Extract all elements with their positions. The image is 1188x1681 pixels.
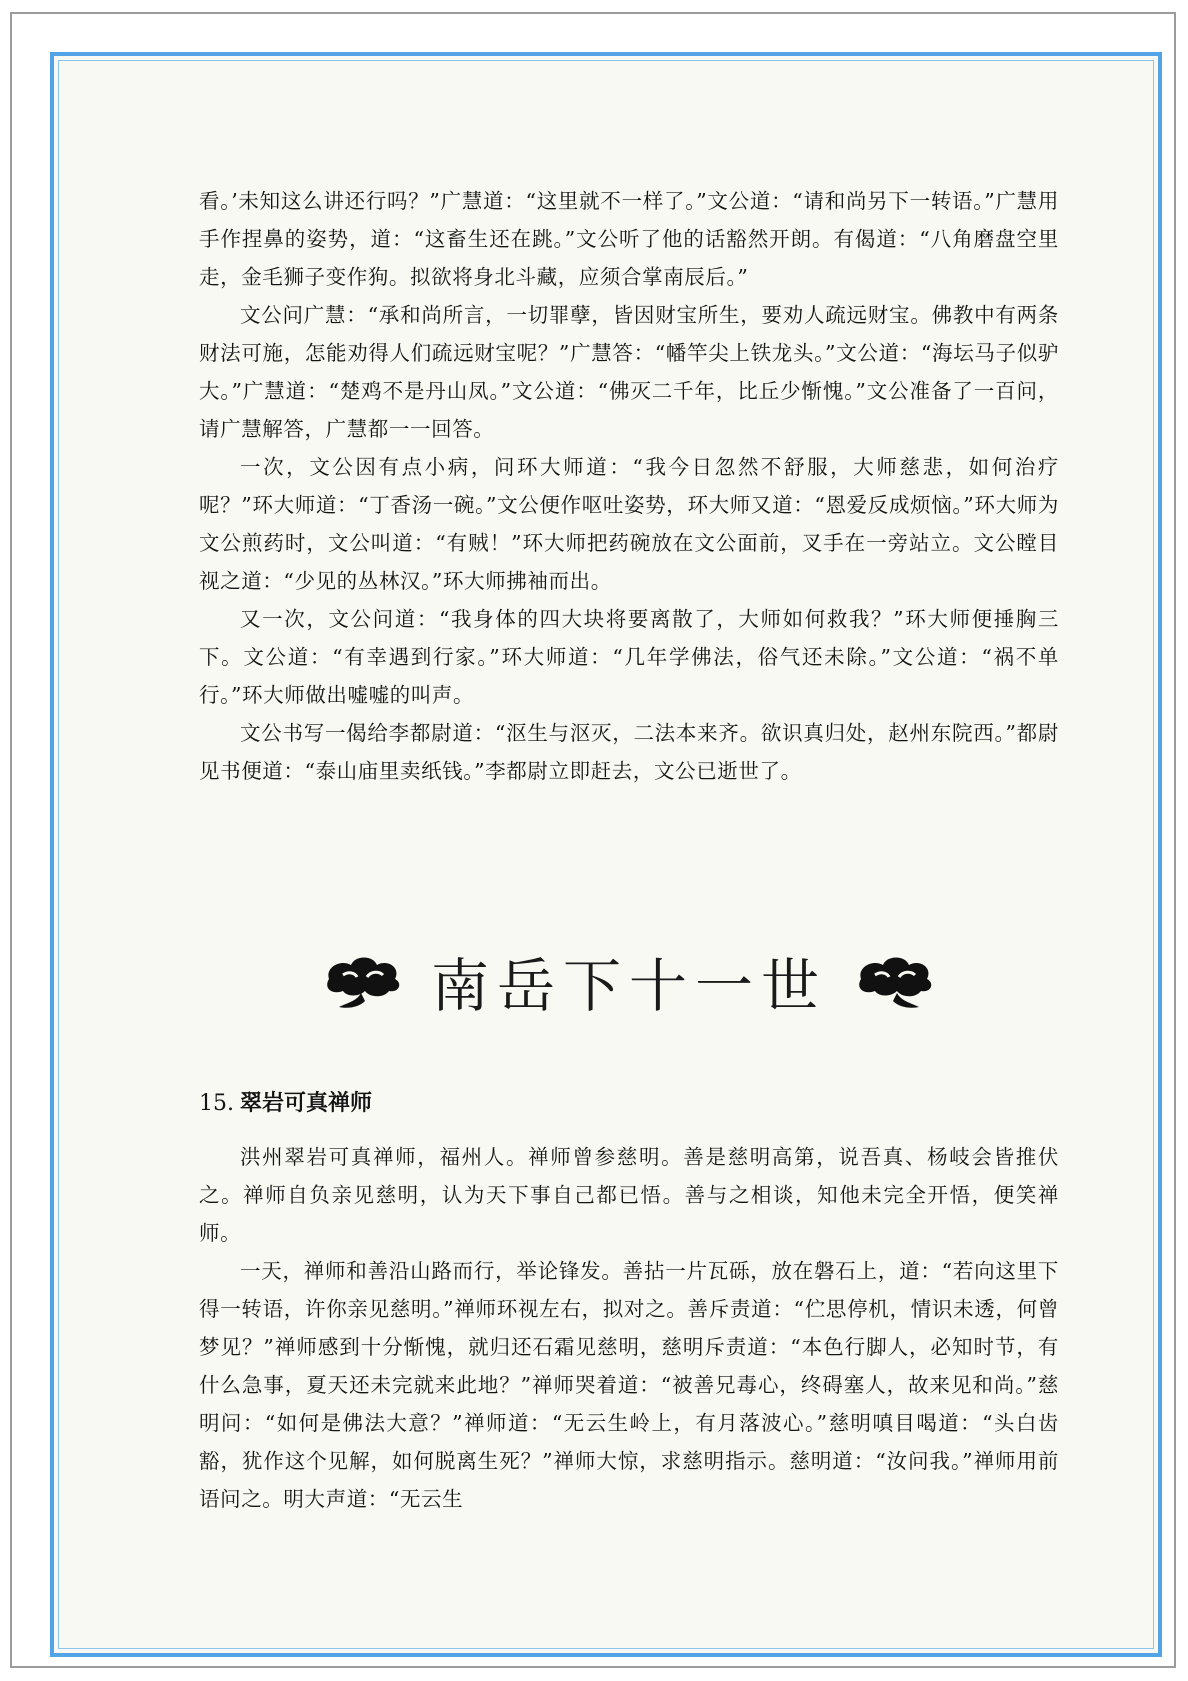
chapter-title: 南岳下十一世 (430, 952, 827, 1020)
section-title: 翠岩可真禅师 (240, 1090, 373, 1116)
paragraph: 一天，禅师和善沿山路而行，举论锋发。善拈一片瓦砾，放在磐石上，道：“若向这里下得一转语，许你亲见慈明。”禅师环视左右，拟对之。善斥责道：“伫思停机，情识未透，何曾梦见？”禅师感到十分惭愧，就归还石霜见慈明，慈明斥责道：“本色行脚人，必知时节，有什么急事，夏天还未完就来此地？”禅师哭着道：“被善兄毒心，终碍塞人，故来见和尚。”慈明问：“如何是佛法大意？”禅师道：“无云生岭上，有月落波心。”慈明嗔目喝道：“头白齿豁，犹作这个见解，如何脱离生死？”禅师大惊，求慈明指示。慈明道：“汝问我。”禅师用前语问之。明大声道：“无云生 (199, 1259, 1059, 1511)
bottom-text-block (199, 1138, 1059, 1518)
paragraph: 文公问广慧：“承和尚所言，一切罪孽，皆因财宝所生，要劝人疏远财宝。佛教中有两条财法可施，怎能劝得人们疏远财宝呢？”广慧答：“幡竿尖上铁龙头。”文公道：“海坛马子似驴大。”广慧道：“楚鸡不是丹山凤。”文公道：“佛灭二千年，比丘少惭愧。”文公准备了一百问，请广慧解答，广慧都一一回答。 (199, 303, 1059, 441)
section-number: 15. (199, 1091, 234, 1116)
auspicious-cloud-icon (853, 949, 937, 1013)
paragraph: 洪州翠岩可真禅师，福州人。禅师曾参慈明。善是慈明高第，说吾真、杨岐会皆推伏之。禅师自负亲见慈明，认为天下事自己都已悟。善与之相谈，知他未完全开悟，便笑禅师。 (199, 1145, 1059, 1245)
page-frame (50, 52, 1162, 1657)
paragraph: 看。’未知这么讲还行吗？”广慧道：“这里就不一样了。”文公道：“请和尚另下一转语。”广慧用手作捏鼻的姿势，道：“这畜生还在跳。”文公听了他的话豁然开朗。有偈道：“八角磨盘空里走，金毛狮子变作狗。拟欲将身北斗藏，应须合掌南辰后。” (199, 189, 1059, 289)
top-text-block (199, 182, 1059, 790)
page-sheet (10, 12, 1176, 1668)
paragraph: 又一次，文公问道：“我身体的四大块将要离散了，大师如何救我？”环大师便捶胸三下。文公道：“有幸遇到行家。”环大师道：“几年学佛法，俗气还未除。”文公道：“祸不单行。”环大师做出嘘嘘的叫声。 (199, 607, 1059, 707)
section-heading (199, 1086, 372, 1117)
chapter-header (199, 931, 1059, 1031)
paragraph: 一次，文公因有点小病，问环大师道：“我今日忽然不舒服，大师慈悲，如何治疗呢？”环大师道：“丁香汤一碗。”文公便作呕吐姿势，环大师又道：“恩爱反成烦恼。”环大师为文公煎药时，文公叫道：“有贼！”环大师把药碗放在文公面前，叉手在一旁站立。文公瞠目视之道：“少见的丛林汉。”环大师拂袖而出。 (199, 455, 1059, 593)
auspicious-cloud-icon (321, 949, 405, 1013)
paragraph: 文公书写一偈给李都尉道：“沤生与沤灭，二法本来齐。欲识真归处，赵州东院西。”都尉见书便道：“泰山庙里卖纸钱。”李都尉立即赶去，文公已逝世了。 (199, 721, 1059, 783)
